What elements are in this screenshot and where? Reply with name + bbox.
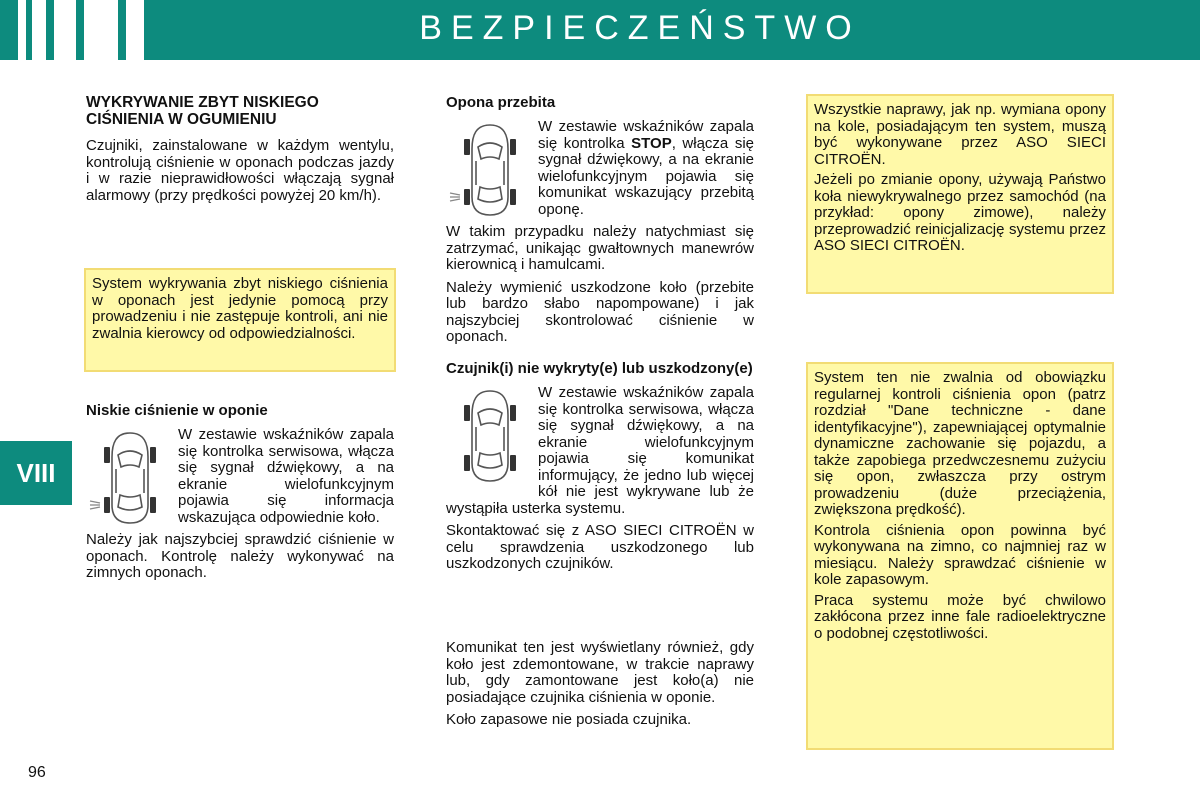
sensor-section — [446, 360, 754, 579]
repair-note-paragraph-2: Jeżeli po zmianie opony, używają Państwo koła niewykrywalnego przez samochód (na przykład: opony zimowe), należy przeprowadzić reinicjalizację systemu przez ASO SIECI CITROËN. — [814, 171, 1106, 254]
header-stripe — [18, 0, 26, 60]
car-top-view-icon — [86, 427, 174, 527]
system-note-paragraph-3: Praca systemu może być chwilowo zakłócona przez inne fale radioelektryczne o podobnej częstotliwości. — [814, 591, 1106, 642]
low-pressure-advice: Należy jak najszybciej sprawdzić ciśnienie w oponach. Kontrolę należy wykonywać na zimnych oponach. — [86, 531, 394, 581]
warning-note-text: System wykrywania zbyt niskiego ciśnienia w oponach jest jedynie pomocą przy prowadzeniu i nie zastępuje kontroli, ani nie zwalnia kierowcy od odpowiedzialności. — [92, 275, 388, 342]
system-note — [806, 362, 1114, 750]
header-bar — [0, 0, 1200, 60]
car-top-view-icon — [446, 385, 534, 485]
header-stripe — [32, 0, 46, 60]
puncture-row — [446, 119, 754, 224]
header-stripe — [126, 0, 144, 60]
sensor-text: W zestawie wskaźników zapala się kontrolka serwisowa, włącza się sygnał dźwiękowy, a na ekranie wielofunkcyjnym pojawia się komunikat informujący, że jedno lub więcej kół nie jest wykrywane lub że wystąpiła usterka systemu. — [446, 385, 754, 517]
low-pressure-section — [86, 402, 394, 588]
system-note-paragraph-2: Kontrola ciśnienia opon powinna być wykonywana na zimno, co najmniej raz w miesiącu. Należy sprawdzać ciśnienie w kole zapasowym. — [814, 521, 1106, 588]
intro-paragraph: Czujniki, zainstalowane w każdym wentylu, kontrolują ciśnienie w oponach podczas jazdy i w razie nieprawidłowości włączają sygnał alarmowy (przy prędkości powyżej 20 km/h). — [86, 137, 394, 204]
middle-column — [446, 94, 754, 352]
puncture-text: W zestawie wskaźników zapala się kontrolka STOP, włącza się sygnał dźwiękowy, a na ekranie wielofunkcyjnym pojawia się komunikat wskazujący przebitą oponę. — [538, 119, 754, 218]
puncture-heading: Opona przebita — [446, 94, 556, 111]
repair-note — [806, 94, 1114, 294]
low-pressure-row — [86, 427, 394, 532]
sensor-row — [446, 385, 754, 523]
header-stripe — [54, 0, 76, 60]
sensor-extra — [446, 640, 754, 735]
puncture-paragraph-3: Należy wymienić uszkodzone koło (przebite lub bardzo słabo napompowane) i jak najszybciej skontrolować ciśnienie w oponach. — [446, 278, 754, 345]
sensor-paragraph-2: Skontaktować się z ASO SIECI CITROËN w celu sprawdzenia uszkodzonego lub uszkodzonych czujników. — [446, 522, 754, 572]
repair-note-paragraph-1: Wszystkie naprawy, jak np. wymiana opony na kole, posiadającym ten system, muszą być wykonywane przez ASO SIECI CITROËN. — [814, 101, 1106, 168]
sensor-heading: Czujnik(i) nie wykryty(e) lub uszkodzony(e) — [446, 360, 753, 377]
warning-note — [84, 268, 396, 372]
low-pressure-heading: Niskie ciśnienie w oponie — [86, 402, 268, 419]
system-note-paragraph-1: System ten nie zwalnia od obowiązku regularnej kontroli ciśnienia opon (patrz rozdział "Dane techniczne - dane identyfikacyjne"), zapewniającej optymalnie dynamiczne zachowanie się pojazdu, a także zapobiega przedwczesnemu zużyciu się opon, zwłaszcza przy ostrym prowadzeniu (duże przeciążenia, zwiększona prędkość). — [814, 369, 1106, 518]
section-heading: WYKRYWANIE ZBYT NISKIEGO CIŚNIENIA W OGUMIENIU — [86, 94, 319, 128]
page-number: 96 — [28, 764, 46, 781]
car-top-view-icon — [446, 119, 534, 219]
sensor-paragraph-3: Komunikat ten jest wyświetlany również, gdy koło jest zdemontowane, w trakcie naprawy lub, gdy zamontowane jest koło(a) nie posiadające czujnika ciśnienia w oponie. — [446, 639, 754, 706]
puncture-paragraph-2: W takim przypadku należy natychmiast się zatrzymać, unikając gwałtownych manewrów kierownicą i hamulcami. — [446, 223, 754, 273]
chapter-tab: VIII — [0, 441, 72, 505]
left-column — [86, 94, 394, 210]
sensor-paragraph-4: Koło zapasowe nie posiada czujnika. — [446, 711, 692, 728]
page-title: BEZPIECZEŃSTWO — [419, 9, 861, 47]
low-pressure-text: W zestawie wskaźników zapala się kontrolka serwisowa, włącza się sygnał dźwiękowy, a na ekranie wielofunkcyjnym pojawia się informacja wskazująca odpowiednie koło. — [178, 427, 394, 526]
header-stripe — [84, 0, 118, 60]
stop-label: STOP — [631, 134, 672, 152]
